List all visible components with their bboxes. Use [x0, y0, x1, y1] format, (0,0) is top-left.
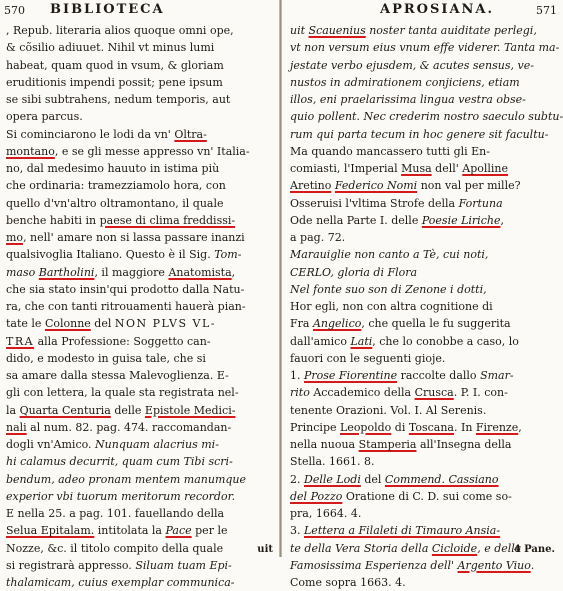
text-run: rum qui parta tecum in hoc genere sit facultu- — [290, 127, 549, 141]
text-run: Smar- — [480, 369, 514, 382]
text-line — [282, 160, 563, 177]
underlined-term: Bartholini — [38, 265, 95, 279]
text-line — [282, 57, 563, 74]
underlined-term: Musa — [401, 162, 432, 175]
text-run: Oratione di C. D. sui come so- — [342, 489, 512, 503]
text-run: quio pollent. Nec crederim nostro saeculo subtu- — [290, 110, 563, 124]
underlined-term: Aretino — [290, 179, 332, 193]
text-run: Ma quando mancassero tutti gli En- — [290, 144, 490, 158]
text-run: dell' — [431, 162, 463, 175]
text-run: dido, e modesto in guisa tale, che si — [6, 351, 206, 365]
text-line — [0, 212, 281, 229]
text-run: & cõsilio adiuuet. Nihil vt minus lumi — [6, 41, 215, 55]
text-run: , nell' amare non si lassa passare inanzi — [23, 231, 245, 244]
text-run: Nunquam alacrius mi- — [95, 438, 219, 451]
underlined-term: del Pozzo — [290, 489, 343, 503]
text-run: , e della — [477, 541, 522, 555]
text-run: habeat, quam quod in vsum, & gloriam — [6, 58, 224, 72]
text-run: dall'amico — [290, 334, 351, 348]
text-run: Principe — [290, 420, 340, 434]
text-line — [282, 143, 563, 160]
underlined-term: Quarta Centuria — [19, 403, 111, 417]
left-catchword: uit — [257, 544, 273, 555]
right-page-header — [282, 2, 563, 22]
underlined-term: Crusca — [414, 386, 454, 400]
text-run: la — [6, 403, 20, 417]
text-line — [0, 39, 281, 56]
text-run: Hor egli, non con altra cognitione di — [290, 300, 493, 313]
text-line — [0, 281, 281, 298]
text-line — [0, 488, 281, 505]
text-line — [0, 264, 281, 281]
text-run: di — [391, 420, 409, 434]
text-line — [282, 384, 563, 401]
text-line — [0, 298, 281, 315]
text-line — [0, 315, 281, 332]
text-line — [0, 471, 281, 488]
underlined-term: Firenze — [475, 420, 519, 434]
text-line — [282, 402, 563, 419]
underlined-term: Epistole Medici- — [144, 403, 236, 417]
text-line — [0, 246, 281, 263]
underlined-term: Stamperia — [358, 438, 417, 451]
text-line — [0, 384, 281, 401]
text-run: Nozze, &c. il titolo compito della quale — [6, 541, 224, 555]
text-run: bendum, adeo pronam mentem manumque — [6, 472, 247, 486]
text-run: no, dal medesimo hauuto in istima più — [6, 162, 220, 175]
text-run: se sibi subtrahens, nedum temporis, aut — [6, 93, 231, 106]
underlined-term: Oltra- — [174, 127, 207, 141]
text-run: gli con lettera, la quale sta registrata nel- — [6, 386, 239, 400]
underlined-term: Selua Epitalam. — [6, 524, 95, 538]
text-run: , — [500, 213, 504, 227]
text-run: uit — [290, 24, 309, 37]
text-run: non val per mille? — [417, 179, 521, 193]
text-run: , che quella le fu suggerita — [361, 317, 511, 331]
text-line — [0, 505, 281, 522]
text-run: del — [90, 317, 115, 331]
text-run: tate le — [6, 317, 45, 331]
text-line — [282, 22, 563, 39]
text-line — [282, 195, 563, 212]
underlined-term: Lati — [350, 334, 373, 348]
left-running-head: BIBLIOTECA — [50, 2, 165, 17]
left-page-text — [0, 22, 281, 591]
underlined-term: TRA — [6, 334, 35, 348]
text-line — [282, 315, 563, 332]
text-run: , che lo conobbe a caso, lo — [372, 334, 519, 348]
text-line — [282, 522, 563, 539]
text-line — [282, 367, 563, 384]
text-line — [0, 57, 281, 74]
text-run: noster tanta auiditate perlegi, — [365, 24, 537, 37]
text-run: al num. 82. pag. 474. raccomandan- — [26, 420, 232, 434]
text-run: Come sopra 1663. 4. — [290, 576, 406, 589]
text-line — [282, 453, 563, 470]
left-page — [0, 0, 281, 589]
text-run: comiasti, l'Imperial — [290, 162, 402, 175]
text-line — [282, 419, 563, 436]
text-run: jestate verbo ejusdem, & acutes sensus, ve- — [290, 58, 534, 72]
text-line — [0, 333, 281, 350]
text-run: . In — [453, 420, 476, 434]
underlined-term: nali — [6, 420, 27, 434]
text-run: Stella. 1661. 8. — [290, 455, 375, 469]
text-run: te della Vera Storia della — [290, 541, 432, 555]
text-line — [0, 126, 281, 143]
right-page-number: 571 — [536, 4, 557, 17]
text-line — [282, 505, 563, 522]
text-run: fauori con le seguenti gioje. — [290, 351, 446, 365]
text-run: . — [530, 558, 535, 572]
right-page — [282, 0, 563, 589]
text-run: 2. — [290, 472, 304, 486]
text-run: nustos in admirationem conjiciens, etiam — [290, 75, 520, 89]
text-line — [282, 436, 563, 453]
text-line — [0, 574, 281, 591]
text-run: alla Professione: Soggetto can- — [34, 334, 211, 348]
text-run: intitolata la — [94, 524, 166, 538]
right-catchword: 4 Pane. — [513, 544, 555, 555]
text-line — [282, 298, 563, 315]
text-run: , — [518, 420, 522, 434]
text-run: thalamicam, cuius exemplar communica- — [6, 576, 235, 589]
underlined-term: Prose Fiorentine — [304, 369, 398, 382]
text-line — [0, 453, 281, 470]
text-line — [282, 350, 563, 367]
text-line — [282, 91, 563, 108]
text-run: , il maggiore — [94, 265, 169, 279]
text-line — [0, 229, 281, 246]
underlined-term: Poesie Liriche — [421, 213, 501, 227]
underlined-term: Angelico — [312, 317, 362, 331]
left-page-header — [0, 2, 281, 22]
text-line — [282, 177, 563, 194]
text-run: Marauiglie non canto a Tè, cui noti, — [290, 248, 489, 262]
text-run: Osseruisi l'vltima Strofe della — [290, 196, 459, 210]
text-run: si registrarà appresso. — [6, 558, 136, 572]
underlined-term: Cicloide — [431, 541, 478, 555]
text-run: E nella 25. a pag. 101. fauellando della — [6, 507, 225, 520]
text-line — [282, 39, 563, 56]
text-line — [0, 350, 281, 367]
text-run: rito — [290, 386, 310, 400]
text-run: Famosissima Esperienza dell' — [290, 558, 458, 572]
text-run: che ordinaria: tramezziamolo hora, con — [6, 179, 226, 193]
text-run: experior vbi tuorum meritorum recordor. — [6, 489, 236, 503]
text-line — [0, 91, 281, 108]
text-run: Ode nella Parte I. delle — [290, 213, 422, 227]
text-run: illos, eni praelarissima lingua vestra obse- — [290, 93, 526, 106]
text-run: per le — [191, 524, 228, 538]
text-run: hi calamus decurrit, quam cum Tibi scri- — [6, 455, 233, 469]
underlined-term: Scauenius — [308, 24, 366, 37]
text-line — [0, 419, 281, 436]
right-running-head: APROSIANA. — [380, 2, 495, 17]
text-run: tenente Orazioni. Vol. I. Al Serenis. — [290, 403, 487, 417]
text-run: Fortuna — [458, 196, 503, 210]
text-line — [0, 108, 281, 125]
text-run: 1. — [290, 369, 304, 382]
text-run: raccolte dallo — [397, 369, 481, 382]
text-line — [282, 74, 563, 91]
text-line — [282, 108, 563, 125]
text-line — [0, 402, 281, 419]
text-line — [0, 22, 281, 39]
text-run: a pag. 72. — [290, 231, 346, 244]
text-run: Si cominciarono le lodi da vn' — [6, 127, 175, 141]
underlined-term: Lettera a Filaleti di Timauro Ansia- — [304, 524, 501, 538]
text-line — [282, 281, 563, 298]
text-run: Tom- — [214, 248, 242, 262]
text-run: , e se gli messe appresso vn' Italia- — [54, 144, 250, 158]
text-run: Siluam tuam Epi- — [135, 558, 232, 572]
text-line — [282, 471, 563, 488]
text-run: che sia stato insin'qui prodotto dalla Natu- — [6, 282, 245, 296]
text-line — [0, 540, 281, 557]
text-line — [0, 557, 281, 574]
underlined-term: Pace — [165, 524, 192, 538]
underlined-term: mo — [6, 231, 24, 244]
text-run: qualsivoglia Italiano. Questo è il Sig. — [6, 248, 215, 262]
text-line — [0, 74, 281, 91]
underlined-term: Toscana — [408, 420, 454, 434]
underlined-term: Commend. Cassiano — [384, 472, 499, 486]
text-line — [0, 436, 281, 453]
text-run: benche habiti in — [6, 213, 100, 227]
text-line — [282, 212, 563, 229]
text-run: del — [360, 472, 385, 486]
text-line — [0, 143, 281, 160]
text-line — [0, 367, 281, 384]
text-run: Nel fonte suo son di Zenone i dotti, — [290, 282, 487, 296]
text-run: , — [231, 265, 236, 279]
text-run: vt non versum eius vnum effe viderer. Tanta ma- — [290, 41, 560, 55]
text-line — [282, 557, 563, 574]
text-run: pra, 1664. 4. — [290, 507, 362, 520]
text-run: all'Insegna della — [416, 438, 512, 451]
right-page-text — [282, 22, 563, 591]
text-run: , Repub. literaria alios quoque omni ope, — [6, 24, 234, 37]
text-run: 3. — [290, 524, 304, 538]
text-line — [0, 160, 281, 177]
text-run: Accademico della — [309, 386, 415, 400]
text-run: eruditionis impendi possit; pene ipsum — [6, 75, 223, 89]
underlined-term: Colonne — [44, 317, 91, 331]
underlined-term: Delle Lodi — [304, 472, 361, 486]
left-page-number: 570 — [4, 4, 25, 17]
text-line — [0, 177, 281, 194]
text-line — [282, 574, 563, 591]
underlined-term: Federico Nomi — [334, 179, 418, 193]
text-run: ra, che con tanti ritrouamenti hauerà pian- — [6, 300, 246, 313]
text-line — [282, 126, 563, 143]
underlined-term: Apolline — [462, 162, 509, 175]
underlined-term: Leopoldo — [340, 420, 392, 434]
text-run: CERLO, gloria di Flora — [290, 265, 418, 279]
text-run: sa amare dalla stessa Malevoglienza. E- — [6, 369, 229, 382]
text-run: nella nuoua — [290, 438, 359, 451]
text-line — [0, 195, 281, 212]
text-line — [282, 488, 563, 505]
text-run: opera parcus. — [6, 110, 83, 124]
underlined-term: Argento Viuo — [457, 558, 531, 572]
text-run: . P. I. con- — [453, 386, 508, 400]
text-run: maso — [6, 265, 39, 279]
text-line — [282, 333, 563, 350]
underlined-term: paese di clima freddissi- — [99, 213, 236, 227]
text-run: dogli vn'Amico. — [6, 438, 96, 451]
text-run: quello d'vn'altro oltramontano, il quale — [6, 196, 224, 210]
text-line — [282, 246, 563, 263]
underlined-term: montano — [6, 144, 55, 158]
text-run: NON PLVS VL- — [114, 317, 216, 331]
text-line — [282, 229, 563, 246]
text-run: delle — [110, 403, 145, 417]
text-line — [0, 522, 281, 539]
text-line — [282, 264, 563, 281]
text-run: Fra — [290, 317, 313, 331]
underlined-term: Anatomista — [168, 265, 232, 279]
